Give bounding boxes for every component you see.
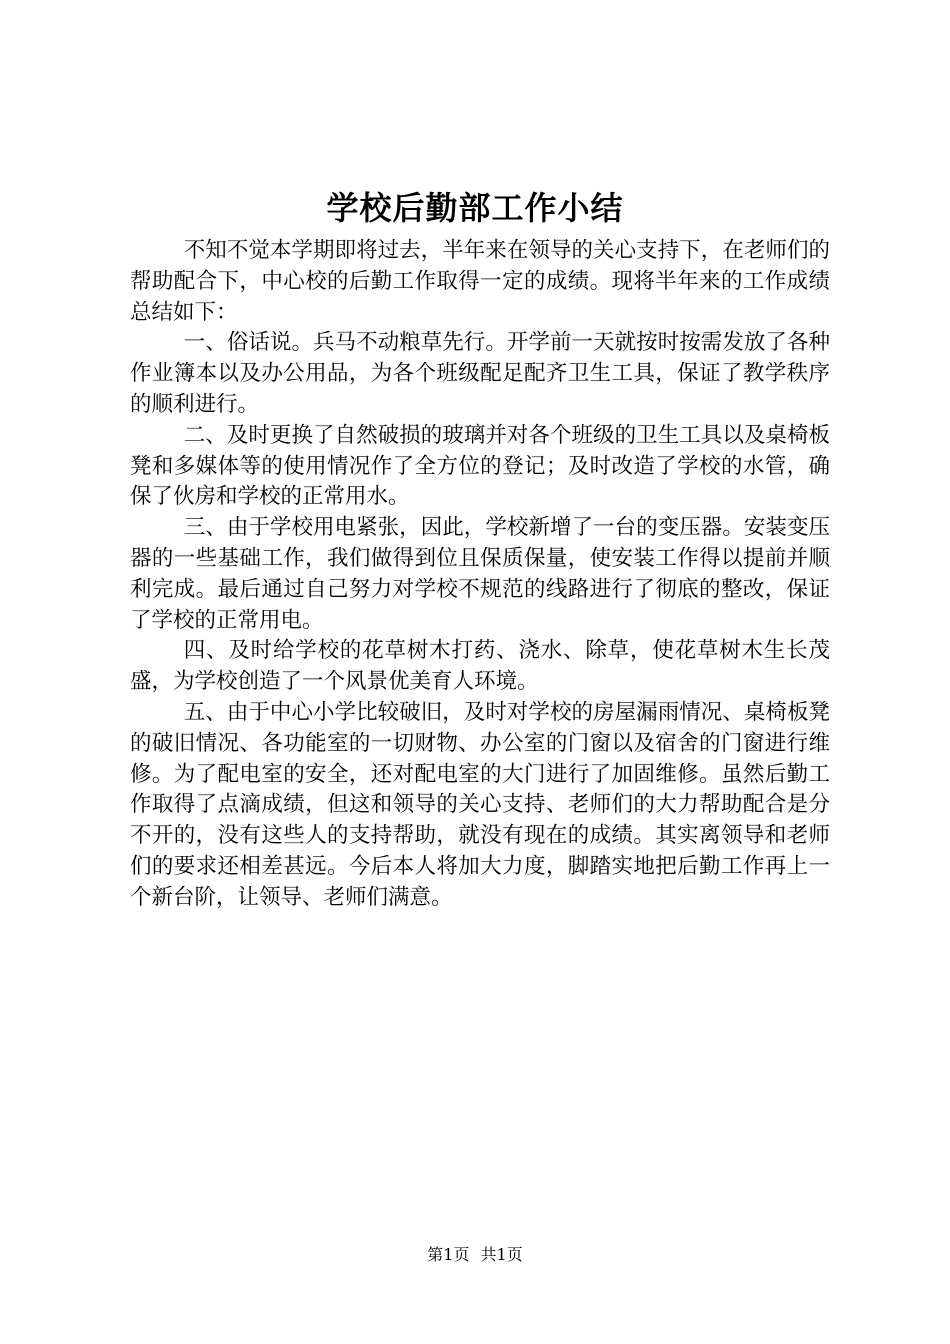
- document-title: 学校后勤部工作小结: [326, 189, 624, 227]
- paragraph-item-5: 五、由于中心小学比较破旧，及时对学校的房屋漏雨情况、桌椅板凳的破旧情况、各功能室的一切财物、办公室的门窗以及宿舍的门窗进行维修。为了配电室的安全，还对配电室的大门进行了加固维修。虽然后勤工作取得了点滴成绩，但这和领导的关心支持、老师们的大力帮助配合是分不开的，没有这些人的支持帮助，就没有现在的成绩。其实离领导和老师们的要求还相差甚远。今后本人将加大力度，脚踏实地把后勤工作再上一个新台阶，让领导、老师们满意。: [130, 699, 830, 910]
- paragraph-intro: 不知不觉本学期即将过去，半年来在领导的关心支持下，在老师们的帮助配合下，中心校的后勤工作取得一定的成绩。现将半年来的工作成绩总结如下：: [130, 238, 830, 325]
- paragraph-item-1: 一、俗话说。兵马不动粮草先行。开学前一天就按时按需发放了各种作业簿本以及办公用品，为各个班级配足配齐卫生工具，保证了教学秩序的顺利进行。: [130, 330, 830, 417]
- page-number-total: 共1页: [480, 1245, 523, 1264]
- paragraph-item-3: 三、由于学校用电紧张，因此，学校新增了一台的变压器。安装变压器的一些基础工作，我们做得到位且保质保量，使安装工作得以提前并顺利完成。最后通过自己努力对学校不规范的线路进行了彻底的整改，保证了学校的正常用电。: [130, 515, 830, 633]
- paragraph-item-4: 四、及时给学校的花草树木打药、浇水、除草，使花草树木生长茂盛，为学校创造了一个风景优美育人环境。: [130, 638, 830, 695]
- document-body: [130, 236, 830, 914]
- paragraph-item-2: 二、及时更换了自然破损的玻璃并对各个班级的卫生工具以及桌椅板凳和多媒体等的使用情况作了全方位的登记；及时改造了学校的水管，确保了伙房和学校的正常用水。: [130, 422, 830, 510]
- page-footer: [0, 1244, 950, 1266]
- page-number-current: 第1页: [427, 1245, 470, 1264]
